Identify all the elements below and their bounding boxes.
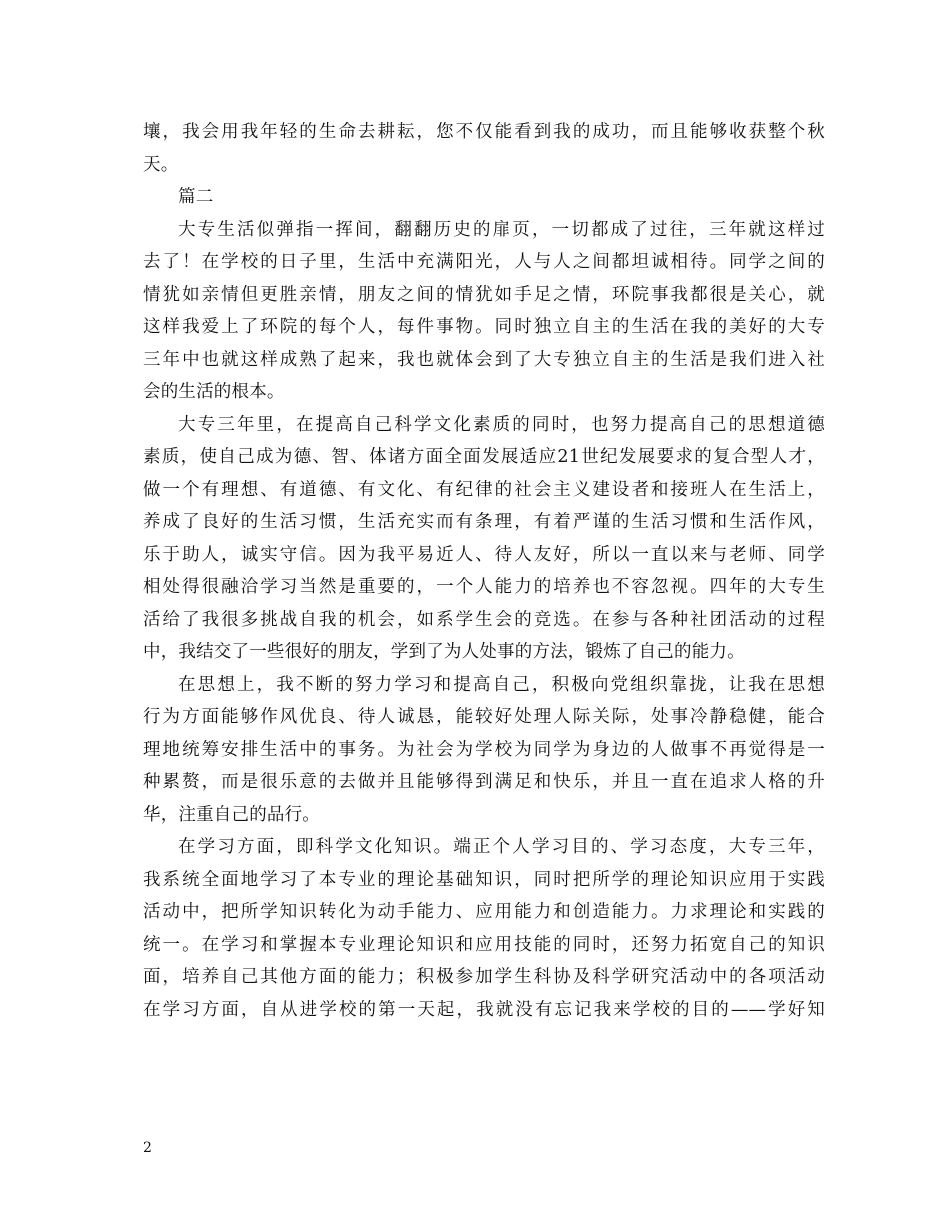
text-line: 行为方面能够作风优良、待人诚恳，能较好处理人际关际，处事冷静稳健，能合: [143, 707, 825, 727]
text-line: 华，注重自己的品行。: [143, 804, 320, 825]
paragraph-first-line: 在思想上，我不断的努力学习和提高自己，积极向党组织靠拢，让我在思想: [178, 674, 825, 695]
section-heading: 篇二: [178, 187, 214, 207]
text-line: 种累赘，而是很乐意的去做并且能够得到满足和快乐，并且一直在追求人格的升: [143, 772, 825, 792]
text-line: 做一个有理想、有道德、有文化、有纪律的社会主义建设者和接班人在生活上，: [143, 479, 825, 500]
text-line: 养成了良好的生活习惯，生活充实而有条理，有着严谨的生活习惯和生活作风，: [143, 512, 825, 532]
paragraph-first-line: 在学习方面，即科学文化知识。端正个人学习目的、学习态度，大专三年，: [178, 837, 825, 857]
text-line: 统一。在学习和掌握本专业理论知识和应用技能的同时，还努力拓宽自己的知识: [143, 934, 825, 955]
text-line: 天。: [143, 154, 179, 175]
text-line: 去了！在学校的日子里，生活中充满阳光，人与人之间都坦诚相待。同学之间的: [143, 252, 825, 272]
text-line: 三年中也就这样成熟了起来，我也就体会到了大专独立自主的生活是我们进入社: [143, 349, 825, 370]
text-line: 理地统筹安排生活中的事务。为社会为学校为同学为身边的人做事不再觉得是一: [143, 739, 825, 760]
text-line: 中，我结交了一些很好的朋友，学到了为人处事的方法，锻炼了自己的能力。: [143, 642, 745, 662]
text-line: 在学习方面，自从进学校的第一天起，我就没有忘记我来学校的目的——学好知: [143, 999, 825, 1020]
text-line: 情犹如亲情但更胜亲情，朋友之间的情犹如手足之情，环院事我都很是关心，就: [143, 284, 825, 305]
paragraph-first-line: 大专生活似弹指一挥间，翻翻历史的扉页，一切都成了过往，三年就这样过: [178, 219, 825, 240]
page-number: 2: [143, 1140, 152, 1156]
text-line: 活给了我很多挑战自我的机会，如系学生会的竞选。在参与各种社团活动的过程: [143, 609, 825, 630]
text-line: 活动中，把所学知识转化为动手能力、应用能力和创造能力。力求理论和实践的: [143, 902, 825, 922]
text-line: 相处得很融洽学习当然是重要的，一个人能力的培养也不容忽视。四年的大专生: [143, 577, 825, 597]
text-line: 这样我爱上了环院的每个人，每件事物。同时独立自主的生活在我的美好的大专: [143, 317, 825, 337]
text-line: 乐于助人，诚实守信。因为我平易近人、待人友好，所以一直以来与老师、同学: [143, 544, 825, 565]
text-line: 壤，我会用我年轻的生命去耕耘，您不仅能看到我的成功，而且能够收获整个秋: [143, 122, 825, 142]
text-line: 面，培养自己其他方面的能力；积极参加学生科协及科学研究活动中的各项活动: [143, 967, 825, 987]
text-line: 会的生活的根本。: [143, 382, 285, 402]
body-text: [143, 116, 825, 1026]
paragraph-first-line: 大专三年里，在提高自己科学文化素质的同时，也努力提高自己的思想道德: [178, 414, 825, 435]
text-line: 素质，使自己成为德、智、体诸方面全面发展适应21世纪发展要求的复合型人才，: [143, 447, 825, 467]
text-line: 我系统全面地学习了本专业的理论基础知识，同时把所学的理论知识应用于实践: [143, 869, 825, 890]
